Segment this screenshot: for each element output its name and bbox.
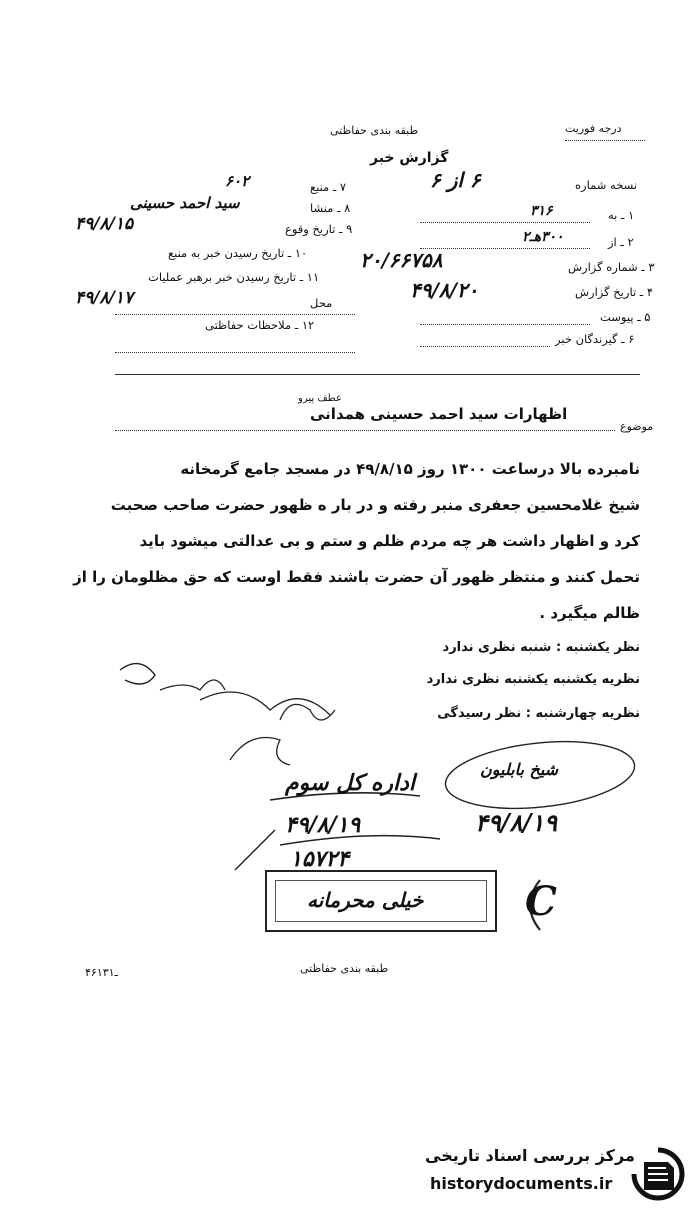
field-report-date-value: ۴۹/۸/۲۰: [410, 278, 479, 302]
field-copy-label: نسخه شماره: [575, 178, 638, 192]
field-occurrence-date-label: ۹ ـ تاریخ وقوع: [285, 222, 353, 236]
opinion-line: نظریه یکشنبه یکشنبه نظری ندارد: [426, 672, 640, 687]
footer-site-url: historydocuments.ir: [430, 1174, 613, 1193]
classification-label-bottom: طبقه بندی حفاظتی: [300, 962, 389, 975]
handwritten-date-b: ۴۹/۸/۱۹: [475, 808, 557, 837]
field-received-leader-value: ۴۹/۸/۱۷: [75, 288, 134, 308]
form-title: گزارش خبر: [370, 150, 449, 166]
field-to-label: ۱ ـ به: [608, 208, 635, 222]
opinion-line: نظریه چهارشنبه : نظر رسیدگی: [437, 706, 640, 721]
field-received-leader-label: ۱۱ ـ تاریخ رسیدن خبر برهبر عملیات: [148, 270, 320, 284]
priority-label: درجه فوریت: [565, 122, 622, 135]
handwritten-margin-note: C: [525, 878, 557, 925]
form-code: ۴۶ـ۱۳۱: [85, 966, 118, 979]
archive-logo-icon: [630, 1146, 686, 1202]
body-line: شیخ غلامحسین جعفری منبر رفته و در بار ه ظهور حضرت صاحب صحبت: [110, 496, 640, 514]
body-line: نامبرده بالا درساعت ۱۳۰۰ روز ۴۹/۸/۱۵ در مسجد جامع گرمخانه: [180, 460, 640, 478]
field-protection-notes-label: ۱۲ ـ ملاحظات حفاظتی: [205, 318, 315, 332]
field-source-label: ۷ ـ منبع: [310, 180, 347, 194]
field-copy-value: ۶ از ۶: [430, 168, 481, 192]
field-report-number-value: ۲۰/۶۶۷۵۸: [360, 248, 443, 272]
subject-label: موضوع: [620, 420, 654, 433]
field-place-label: محل: [310, 296, 333, 310]
handwritten-number: ۱۵۷۲۴: [290, 846, 350, 872]
field-from-value: ۳۰۰هـ۲: [522, 229, 564, 245]
field-origin-value: سید احمد حسینی: [130, 194, 240, 212]
footer-logo-text: مرکز بررسی اسناد تاریخی: [425, 1146, 635, 1165]
classification-label-top: طبقه بندی حفاظتی: [330, 124, 419, 137]
subject-value: اظهارات سید احمد حسینی همدانی: [310, 405, 568, 423]
field-report-date-label: ۴ ـ تاریخ گزارش: [575, 285, 654, 299]
field-origin-label: ۸ ـ منشا: [310, 201, 351, 215]
site-footer: [0, 1138, 700, 1213]
field-to-value: ۳۱۶: [530, 203, 553, 219]
classification-stamp: [265, 870, 497, 932]
field-from-label: ۲ ـ از: [608, 235, 634, 249]
field-source-value: ۶۰۲: [225, 172, 250, 190]
subject-note: عطف پیرو: [298, 393, 342, 404]
handwritten-signature: شیخ بابلیون: [480, 760, 559, 779]
body-line: کرد و اظهار داشت هر چه مردم ظلم و ستم و بی عدالتی میشود باید: [139, 532, 640, 550]
field-report-number-label: ۳ ـ شماره گزارش: [568, 260, 655, 274]
stamp-text: خیلی محرمانه: [307, 888, 424, 912]
handwritten-admin-note: اداره کل سوم: [285, 770, 416, 796]
handwritten-date-a: ۴۹/۸/۱۹: [285, 812, 361, 838]
opinion-line: نظر یکشنبه : شنبه نظری ندارد: [442, 640, 640, 655]
body-line: ظالم میگیرد .: [539, 604, 640, 622]
body-line: تحمل کنند و منتظر ظهور آن حضرت باشند فقط اوست که حق مظلومان را از: [73, 568, 640, 586]
field-occurrence-date-value: ۴۹/۸/۱۵: [75, 214, 134, 234]
field-attachment-label: ۵ ـ پیوست: [600, 310, 651, 324]
field-received-source-label: ۱۰ ـ تاریخ رسیدن خبر به منبع: [168, 246, 308, 260]
field-recipients-label: ۶ ـ گیرندگان خبر: [555, 332, 635, 346]
